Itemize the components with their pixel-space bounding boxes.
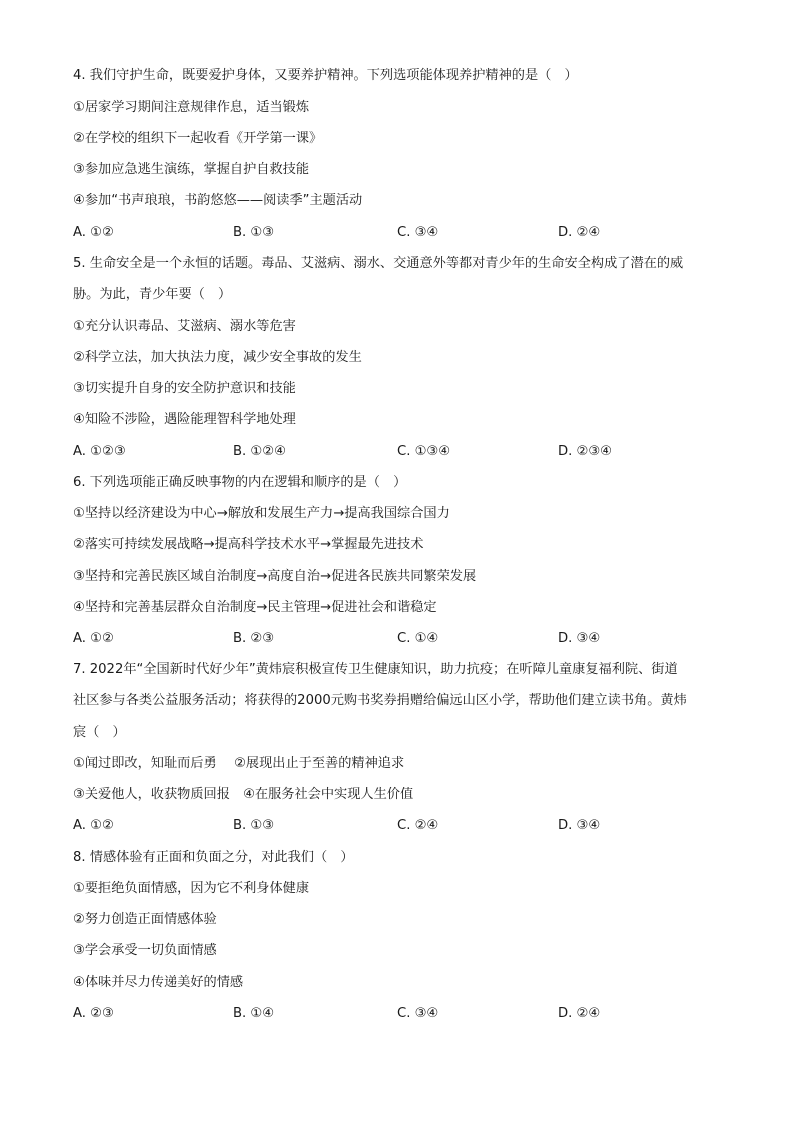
option-b[interactable]: B. ①③ — [233, 225, 275, 240]
question-5-item-3: ③切实提升自身的安全防护意识和技能 — [73, 381, 296, 396]
option-c[interactable]: C. ①④ — [397, 631, 439, 646]
option-d[interactable]: D. ③④ — [558, 818, 601, 833]
option-d[interactable]: D. ②③④ — [558, 444, 613, 459]
option-a[interactable]: A. ①② — [73, 818, 114, 833]
option-b[interactable]: B. ①③ — [233, 818, 275, 833]
question-8-item-3: ③学会承受一切负面情感 — [73, 943, 217, 958]
question-7-stem-line-3: 宸（ ） — [73, 725, 126, 740]
question-5-options — [73, 443, 733, 461]
question-6-options — [73, 630, 733, 648]
question-7-options — [73, 817, 733, 835]
option-a[interactable]: A. ②③ — [73, 1006, 114, 1021]
question-7-item-row-2: ③关爱他人，收获物质回报 ④在服务社会中实现人生价值 — [73, 787, 414, 802]
option-c[interactable]: C. ②④ — [397, 818, 439, 833]
question-7-item-row-1: ①闻过即改，知耻而后勇 ②展现出止于至善的精神追求 — [73, 756, 405, 771]
question-8-item-2: ②努力创造正面情感体验 — [73, 912, 217, 927]
question-6-item-3: ③坚持和完善民族区域自治制度→高度自治→促进各民族共同繁荣发展 — [73, 569, 477, 584]
option-a[interactable]: A. ①② — [73, 225, 114, 240]
option-c[interactable]: C. ③④ — [397, 225, 439, 240]
question-5-stem-line-2: 胁。为此，青少年要（ ） — [73, 287, 232, 302]
question-6-item-1: ①坚持以经济建设为中心→解放和发展生产力→提高我国综合国力 — [73, 506, 450, 521]
option-b[interactable]: B. ①②④ — [233, 444, 286, 459]
question-4-stem: 4. 我们守护生命，既要爱护身体，又要养护精神。下列选项能体现养护精神的是（ ） — [73, 68, 578, 83]
question-4-item-3: ③参加应急逃生演练，掌握自护自救技能 — [73, 162, 310, 177]
question-4-options — [73, 224, 733, 242]
option-a[interactable]: A. ①② — [73, 631, 114, 646]
option-b[interactable]: B. ①④ — [233, 1006, 275, 1021]
option-d[interactable]: D. ③④ — [558, 631, 601, 646]
question-8-item-1: ①要拒绝负面情感，因为它不利身体健康 — [73, 881, 310, 896]
option-d[interactable]: D. ②④ — [558, 225, 601, 240]
question-8-stem: 8. 情感体验有正面和负面之分，对此我们（ ） — [73, 850, 354, 865]
question-6-stem: 6. 下列选项能正确反映事物的内在逻辑和顺序的是（ ） — [73, 475, 407, 490]
option-a[interactable]: A. ①②③ — [73, 444, 126, 459]
question-8-item-4: ④体味并尽力传递美好的情感 — [73, 975, 244, 990]
question-5-stem-line-1: 5. 生命安全是一个永恒的话题。毒品、艾滋病、溺水、交通意外等都对青少年的生命安全构成了潜在的威 — [73, 256, 684, 271]
question-5-item-4: ④知险不涉险，遇险能理智科学地处理 — [73, 412, 296, 427]
question-4-item-1: ①居家学习期间注意规律作息，适当锻炼 — [73, 100, 310, 115]
question-7-stem-line-1: 7. 2022年“全国新时代好少年”黄炜宸积极宣传卫生健康知识，助力抗疫；在听障儿童康复福利院、街道 — [73, 662, 678, 677]
question-4-item-4: ④参加“书声琅琅，书韵悠悠——阅读季”主题活动 — [73, 193, 363, 208]
option-b[interactable]: B. ②③ — [233, 631, 275, 646]
question-6-item-2: ②落实可持续发展战略→提高科学技术水平→掌握最先进技术 — [73, 537, 424, 552]
question-5-item-2: ②科学立法，加大执法力度，减少安全事故的发生 — [73, 350, 362, 365]
question-4-item-2: ②在学校的组织下一起收看《开学第一课》 — [73, 131, 323, 146]
question-8-options — [73, 1005, 733, 1023]
option-d[interactable]: D. ②④ — [558, 1006, 601, 1021]
question-5-item-1: ①充分认识毒品、艾滋病、溺水等危害 — [73, 319, 296, 334]
question-7-stem-line-2: 社区参与各类公益服务活动；将获得的2000元购书奖券捐赠给偏远山区小学，帮助他们建立读书角。黄炜 — [73, 693, 687, 708]
option-c[interactable]: C. ①③④ — [397, 444, 451, 459]
question-6-item-4: ④坚持和完善基层群众自治制度→民主管理→促进社会和谐稳定 — [73, 600, 437, 615]
option-c[interactable]: C. ③④ — [397, 1006, 439, 1021]
